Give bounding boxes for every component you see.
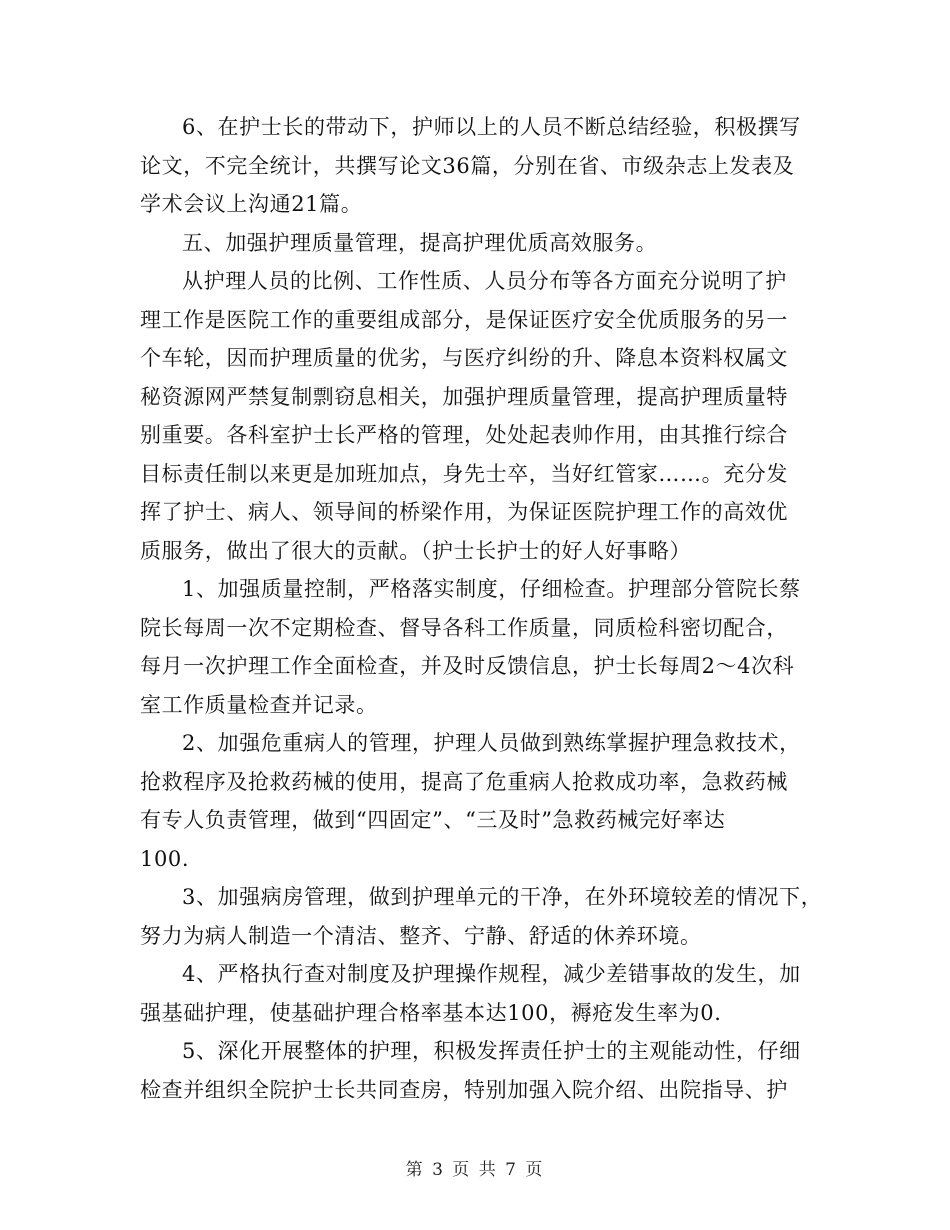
text-line: 6、在护士长的带动下，护师以上的人员不断总结经验，积极撰写 [182,115,801,139]
text-line: 3、加强病房管理，做到护理单元的干净，在外环境较差的情况下， [182,885,823,909]
page-number-footer: 第 3 页 共 7 页 [405,1160,545,1180]
text-line: 室工作质量检查并记录。 [140,692,378,717]
text-line: 5、深化开展整体的护理，积极发挥责任护士的主观能动性，仔细 [182,1039,801,1063]
text-line: 强基础护理，使基础护理合格率基本达100，褥疮发生率为0. [140,1000,722,1025]
text-line: 100. [140,846,190,871]
text-line: 个车轮，因而护理质量的优劣，与医疗纠纷的升、降息本资料权属文 [140,346,788,370]
text-line: 论文，不完全统计，共撰写论文36篇，分别在省、市级杂志上发表及 [140,153,795,178]
text-line: 学术会议上沟通21篇。 [140,192,363,216]
paragraph-quality-intro [140,262,810,570]
text-line: 努力为病人制造一个清洁、整齐、宁静、舒适的休养环境。 [140,923,702,948]
text-line: 4、严格执行查对制度及护理操作规程，减少差错事故的发生，加 [182,962,801,986]
text-line: 院长每周一次不定期检查、督导各科工作质量，同质检科密切配合， [140,615,788,640]
text-line: 别重要。各科室护士长严格的管理，处处起表帅作用，由其推行综合 [140,423,788,447]
text-line: 挥了护士、病人、领导间的桥梁作用，为保证医院护理工作的高效优 [140,500,788,524]
document-body [140,108,823,1109]
text-line: 检查并组织全院护士长共同查房，特别加强入院介绍、出院指导、护 [140,1077,788,1102]
text-line: 理工作是医院工作的重要组成部分，是保证医疗安全优质服务的另一 [140,307,788,332]
paragraph-6-papers [140,108,810,224]
text-line: 有专人负责管理，做到“四固定”、“三及时”急救药械完好率达 [140,808,726,832]
text-line: 每月一次护理工作全面检查，并及时反馈信息，护士长每周2～4次科 [140,654,795,678]
text-line: 秘资源网严禁复制剽窃息相关，加强护理质量管理，提高护理质量特 [140,384,788,409]
text-line: 2、加强危重病人的管理，护理人员做到熟练掌握护理急救技术， [182,731,801,755]
text-line: 1、加强质量控制，严格落实制度，仔细检查。护理部分管院长蔡 [182,577,801,601]
text-line: 抢救程序及抢救药械的使用，提高了危重病人抢救成功率，急救药械 [140,769,788,794]
paragraph-item-4 [140,955,810,1032]
text-line: 从护理人员的比例、工作性质、人员分布等各方面充分说明了护 [182,269,787,293]
paragraph-item-5 [140,1032,810,1109]
section-heading-5 [140,224,810,263]
paragraph-item-3 [140,878,823,955]
text-line: 五、加强护理质量管理，提高护理优质高效服务。 [182,230,658,255]
paragraph-item-2 [140,724,810,878]
text-line: 目标责任制以来更是加班加点，身先士卒，当好红管家……。充分发 [140,461,788,486]
text-line: 质服务，做出了很大的贡献。（护士长护士的好人好事略） [140,538,692,563]
paragraph-item-1 [140,570,810,724]
